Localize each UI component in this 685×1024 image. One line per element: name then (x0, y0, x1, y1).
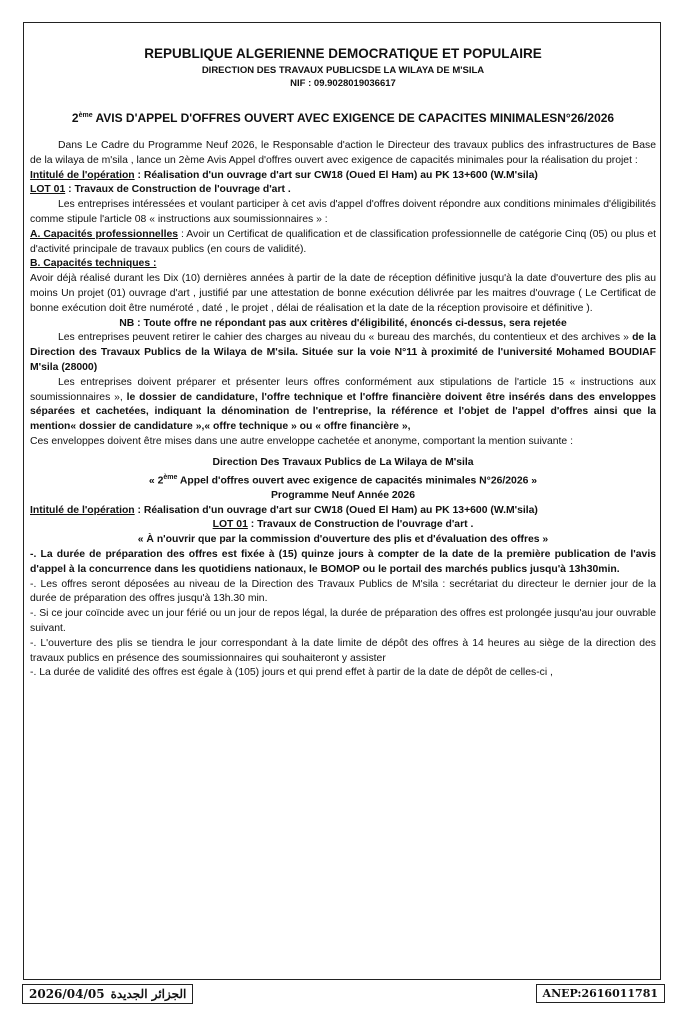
nb-note: NB : Toute offre ne répondant pas aux critères d'éligibilité, énoncés ci-dessus, sera rejetée (119, 317, 567, 329)
condition-item: -. La durée de préparation des offres est fixée à (15) quinze jours à compter de la date de la première publication de l'avis d'appel à la concurrence dans les quotidiens nationaux, le BOMOP ou le portail des marchés publics jusqu'à 13h30min. (30, 548, 656, 575)
mention-lot-label: LOT 01 (212, 519, 248, 531)
title-text: AVIS D'APPEL D'OFFRES OUVERT AVEC EXIGENCE DE CAPACITES MINIMALESN°26/2026 (92, 111, 615, 125)
preparation-paragraph (30, 376, 656, 435)
cap-pro-label: A. Capacités professionnelles (30, 228, 179, 240)
country-header: REPUBLIQUE ALGERIENNE DEMOCRATIQUE ET POPULAIRE (144, 46, 542, 61)
mention-ao-post: Appel d'offres ouvert avec exigence de capacités minimales N°26/2026 » (177, 475, 538, 486)
cap-tech-paragraph: Avoir déjà réalisé durant les Dix (10) dernières années à partir de la date de réception définitive jusqu'à la date d'ouverture des plis au moins Un projet (01) ouvrage d'art , justifié par une attestation de bonne exécution délivrée par les maitres d'ouvrage ( Le Certificat de bonne exécution doit être numéroté , daté , le projet , délai de réalisation et la date de la réception provisoire et définitive ). (30, 273, 656, 314)
document-body (30, 40, 656, 681)
mention-ao-pre: « 2 (148, 475, 164, 486)
mention-lot (30, 518, 656, 533)
title-ordinal: 2 (71, 111, 79, 125)
direction-header: DIRECTION DES TRAVAUX PUBLICSDE LA WILAYA DE M'SILA (201, 65, 485, 76)
operation-label: Intitulé de l'opération (30, 169, 135, 181)
intro-paragraph: Dans Le Cadre du Programme Neuf 2026, le Responsable d'action le Directeur des travaux publics des infrastructures de Base de la wilaya de m'sila , lance un 2ème Avis Appel d'offres ouvert avec exigence de capacités minimales pour la réalisation du projet : (30, 140, 656, 166)
eligibility-paragraph: Les entreprises intéressées et voulant participer à cet avis d'appel d'offres doivent répondre aux conditions minimales d'éligibilités comme stipule l'article 08 « instructions aux soumissionnaires » : (30, 199, 656, 225)
condition-item: -. L'ouverture des plis se tiendra le jour correspondant à la date limite de dépôt des offres à 14 heures au siège de la direction des travaux publics en présence des soumissionnaires qui souhaiteront y assister (30, 637, 656, 664)
preparation-part1: Les entreprises doivent préparer et présenter leurs offres conformément aux stipulations de l'article 15 « instructions aux soumissionnaires », (30, 376, 656, 403)
mention-op-label: Intitulé de l'opération (30, 504, 135, 516)
condition-item: -. La durée de validité des offres est égale à (105) jours et qui prend effet à partir de la date de dépôt de celles-ci , (30, 667, 553, 679)
preparation-part2: le dossier de candidature, l'offre technique et l'offre financière doivent être insérés dans des enveloppes séparées et cachetées, indiquant la dénomination de l'entreprise, la référence et l'objet de l'appel d'offres ainsi que la mention« dossier de candidature »,« offre technique » ou « offre financière », (30, 391, 657, 433)
mention-direction: Direction Des Travaux Publics de La Wilaya de M'sila (212, 456, 474, 468)
lot-line (30, 183, 656, 198)
footer-anep: ANEP:2616011781 (536, 984, 665, 1003)
title-ordinal-sup: ème (78, 112, 93, 119)
footer-newspaper: الجزائر الجديدة (110, 987, 187, 1001)
retrait-part1: Les entreprises peuvent retirer le cahier des charges au niveau du « bureau des marchés, du contentieux et des archives » (58, 332, 633, 344)
cap-tech-label: B. Capacités techniques : (30, 258, 157, 270)
condition-item: -. Les offres seront déposées au niveau de la Direction des Travaux Publics de M'sila : secrétariat du directeur le dernier jour de la durée de préparation des offres jusqu'à 13h.30 min. (30, 578, 656, 605)
mention-programme: Programme Neuf Année 2026 (271, 489, 415, 501)
retrait-part2: de la Direction des Travaux Publics de la Wilaya de M'sila. Située sur la voie N°11 à proximité de l'université Mohamed BOUDIAF M'sila (28000) (30, 332, 657, 373)
operation-line (30, 169, 656, 184)
cap-pro-text: : Avoir un Certificat de qualification et de classification professionnelle de catégorie Cinq (05) ou plus et d'activité principale de travaux publics (en cours de validité). (30, 228, 656, 255)
mention-lot-text: : Travaux de Construction de l'ouvrage d'art . (247, 519, 474, 531)
footer-publication (22, 984, 193, 1004)
mention-ao (30, 471, 656, 489)
mention-ao-sup: ème (163, 473, 178, 481)
mention-operation (30, 504, 656, 519)
notice-title (30, 111, 656, 125)
lot-label: LOT 01 (30, 184, 66, 196)
nif-number: NIF : 09.9028019036617 (290, 78, 396, 89)
cap-tech-label-line (30, 257, 656, 272)
footer-date: 2026/04/05 (29, 987, 105, 1001)
mention-op-text: : Réalisation d'un ouvrage d'art sur CW18 (Oued El Ham) au PK 13+600 (W.M'sila) (134, 504, 538, 516)
envelope-intro: Ces enveloppes doivent être mises dans une autre enveloppe cachetée et anonyme, comportant la mention suivante : (30, 435, 573, 447)
lot-text: : Travaux de Construction de l'ouvrage d'art . (65, 184, 291, 196)
condition-item: -. Si ce jour coïncide avec un jour férié ou un jour de repos légal, la durée de préparation des offres est prolongée jusqu'au jour ouvrable suivant. (30, 608, 656, 634)
cap-pro-paragraph (30, 228, 656, 258)
mention-warning: « À n'ouvrir que par la commission d'ouverture des plis et d'évaluation des offres » (137, 534, 549, 546)
operation-text: : Réalisation d'un ouvrage d'art sur CW18 (Oued El Ham) au PK 13+600 (W.M'sila) (134, 169, 538, 181)
retrait-paragraph (30, 331, 656, 375)
